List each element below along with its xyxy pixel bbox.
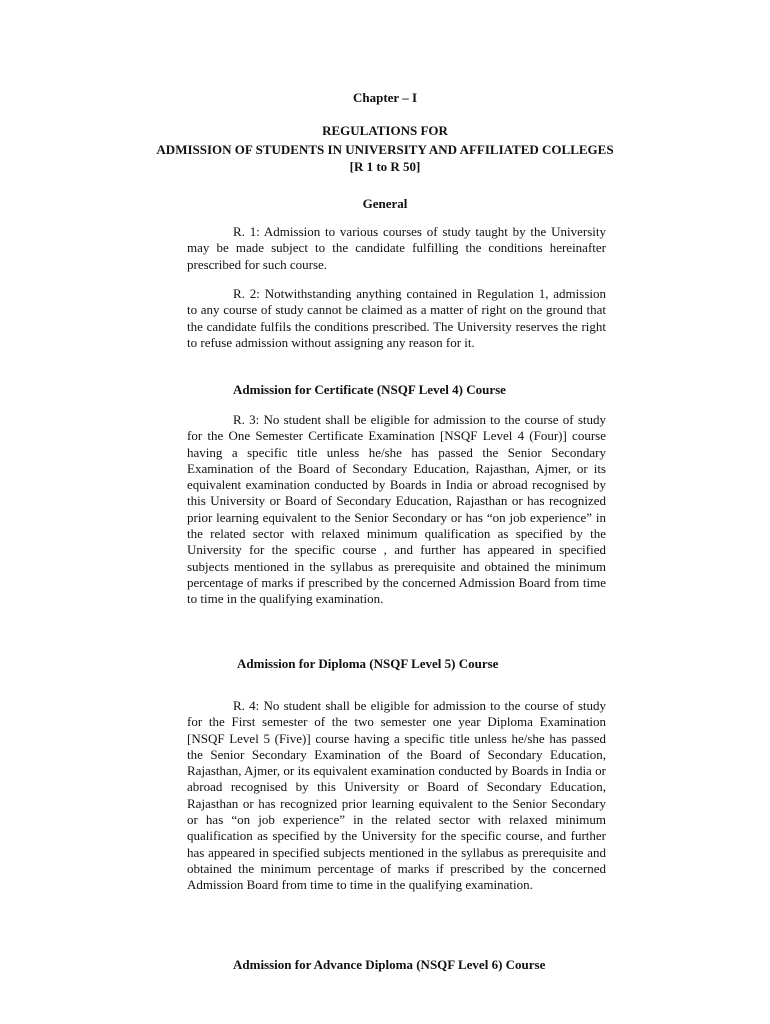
title-line-2: ADMISSION OF STUDENTS IN UNIVERSITY AND AFFILIATED COLLEGES bbox=[156, 142, 614, 157]
chapter-label: Chapter – I bbox=[352, 90, 418, 105]
regulation-r1: R. 1: Admission to various courses of study taught by the University may be made subject to the candidate fulfilling the conditions hereinafter prescribed for such course. bbox=[187, 224, 606, 272]
general-heading: General bbox=[362, 196, 408, 211]
diploma-heading: Admission for Diploma (NSQF Level 5) Course bbox=[237, 656, 499, 671]
regulation-r3: R. 3: No student shall be eligible for admission to the course of study for the One Semester Certificate Examination [NSQF Level 4 (Four)] course having a specific title unless he/she has passed the Senior Secondary Examination of the Board of Secondary Education, Rajasthan, Ajmer, or its equivalent examination conducted by Boards in India or abroad recognised by this University or Board of Secondary Education, Rajasthan or has recognized prior learning equivalent to the Senior Secondary or has “on job experience” in the related sector with relaxed minimum qualification as specified by the University for the specific course , and further has appeared in specified subjects mentioned in the syllabus as prerequisite and obtained the minimum percentage of marks if prescribed by the concerned Admission Board from time to time in the qualifying examination. bbox=[187, 412, 606, 607]
regulation-r2: R. 2: Notwithstanding anything contained in Regulation 1, admission to any course of study cannot be claimed as a matter of right on the ground that the candidate fulfils the conditions prescribed. The University reserves the right to refuse admission without assigning any reason for it. bbox=[187, 286, 606, 350]
regulation-r4: R. 4: No student shall be eligible for admission to the course of study for the First semester of the two semester one year Diploma Examination [NSQF Level 5 (Five)] course having a specific title unless he/she has passed the Senior Secondary Examination of the Board of Secondary Education, Rajasthan, Ajmer, or its equivalent examination conducted by Boards in India or abroad recognised by this University or Board of Secondary Education, Rajasthan or has recognized prior learning equivalent to the Senior Secondary or has “on job experience” in the related sector with relaxed minimum qualification as specified by the University for the specific course, and further has appeared in specified subjects mentioned in the syllabus as prerequisite and obtained the minimum percentage of marks if prescribed by the concerned Admission Board from time to time in the qualifying examination. bbox=[187, 698, 606, 893]
advance-diploma-heading: Admission for Advance Diploma (NSQF Level 6) Course bbox=[233, 957, 546, 972]
certificate-heading: Admission for Certificate (NSQF Level 4) Course bbox=[233, 382, 506, 397]
title-line-3: [R 1 to R 50] bbox=[349, 159, 421, 174]
title-line-1: REGULATIONS FOR bbox=[322, 123, 448, 138]
